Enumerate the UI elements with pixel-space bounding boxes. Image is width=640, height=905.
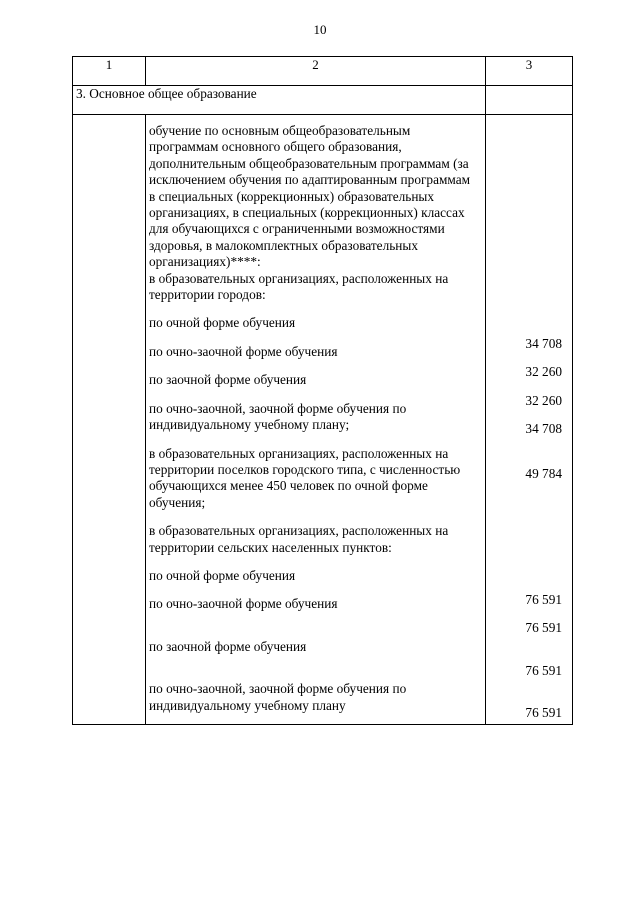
row-description: по очно-заочной, заочной форме обучения по индивидуальному учебному плану (149, 681, 407, 713)
table-body-row (73, 115, 573, 725)
row-description: по очно-заочной форме обучения (149, 596, 338, 612)
column-header-1: 1 (73, 57, 146, 86)
row-description-intro: обучение по основным общеобразовательным программам основного общего образования, дополнительным общеобразовательным программам (за исключением обучения по адаптированным программам в специальных (коррекционных) образовательных организациях, в специальных (коррекционных) классах для обучающихся с ограниченными возможностями здоровья, в малокомплектных образовательных организациях)****: (149, 123, 471, 270)
row-description: по заочной форме обучения (149, 638, 307, 654)
row-description-rural: в образовательных организациях, расположенных на территории сельских населенных пунктов: (149, 523, 449, 555)
section-title: 3. Основное общее образование (73, 86, 486, 115)
column-header-3: 3 (486, 57, 573, 86)
row-value: 76 591 (525, 662, 562, 678)
row-value: 32 260 (525, 392, 562, 408)
row-description: по очной форме обучения (149, 315, 296, 331)
row-description: по заочной форме обучения (149, 372, 307, 388)
empty-cell (73, 115, 146, 725)
section-value-cell (486, 86, 573, 115)
row-description: по очно-заочной форме обучения (149, 343, 338, 359)
value-column (486, 115, 573, 725)
section-row (73, 86, 573, 115)
description-column (146, 115, 486, 725)
row-value: 76 591 (525, 620, 562, 636)
row-description: в образовательных организациях, расположенных на территории поселков городского типа, с численностью обучающихся менее 450 человек по очной форме обучения; (149, 445, 461, 510)
row-value: 49 784 (525, 465, 562, 481)
row-value: 32 260 (525, 364, 562, 380)
row-value: 76 591 (525, 705, 562, 721)
value-spacer (486, 123, 562, 336)
row-value: 76 591 (525, 592, 562, 608)
row-value: 34 708 (525, 336, 562, 351)
row-description: по очной форме обучения (149, 567, 296, 583)
row-description-cities: в образовательных организациях, расположенных на территории городов: (149, 270, 449, 303)
table-header-row (73, 57, 573, 86)
row-value: 34 708 (525, 421, 562, 437)
tariff-table (72, 56, 573, 725)
column-header-2: 2 (146, 57, 486, 86)
row-description: по очно-заочной, заочной форме обучения по индивидуальному учебному плану; (149, 400, 407, 433)
page-number: 10 (313, 22, 327, 37)
